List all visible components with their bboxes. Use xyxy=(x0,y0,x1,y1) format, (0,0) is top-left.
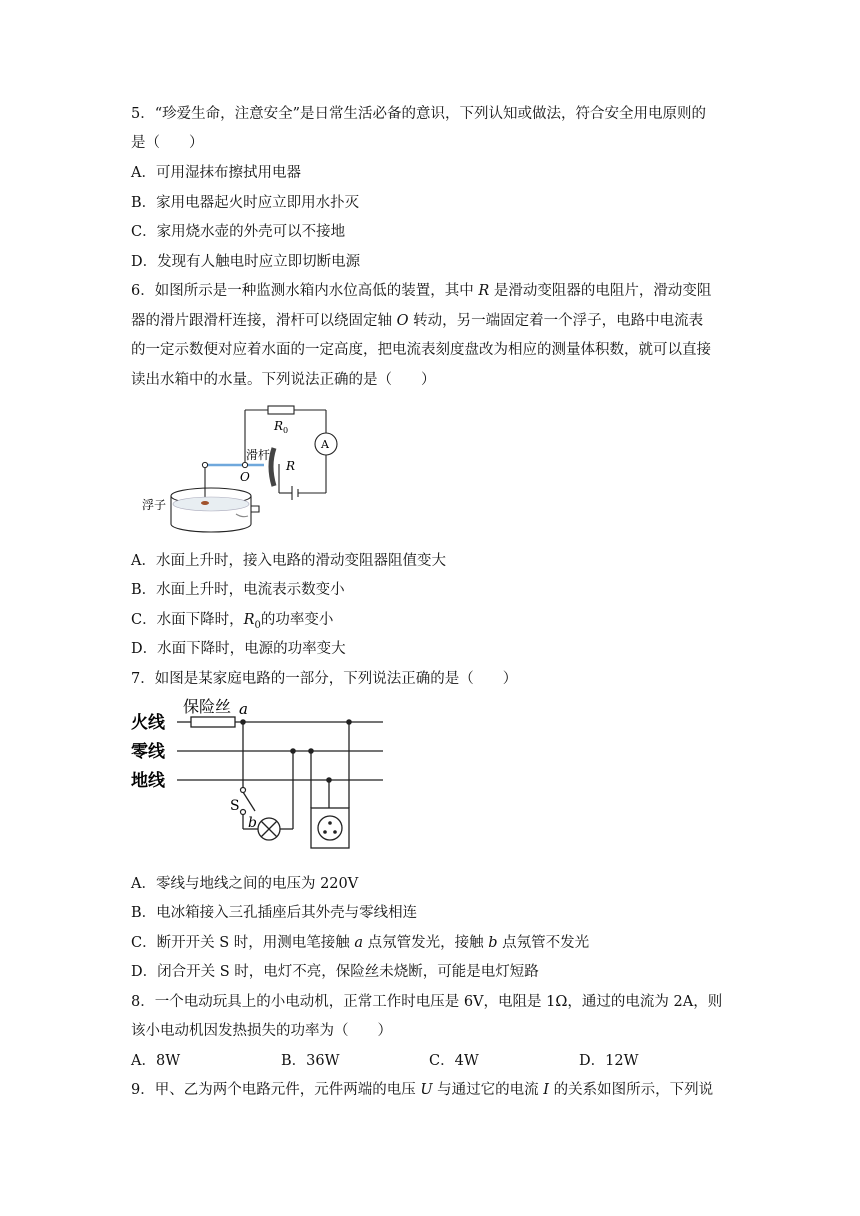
q6-option-b: B．水面上升时，电流表示数变小 xyxy=(131,582,345,598)
switch-icon xyxy=(241,788,246,793)
q6-stem-line4: 读出水箱中的水量。下列说法正确的是（ ） xyxy=(131,372,436,388)
fuse-icon xyxy=(191,717,235,727)
svg-text:R: R xyxy=(286,459,296,473)
q6-stem-line3: 的一定示数便对应着水面的一定高度，把电流表刻度盘改为相应的测量体积数，就可以直接 xyxy=(131,342,711,358)
q8-stem-line1: 8．一个电动玩具上的小电动机，正常工作时电压是 6V，电阻是 1Ω，通过的电流为 2A，则 xyxy=(131,994,723,1010)
q6-option-a: A．水面上升时，接入电路的滑动变阻器阻值变大 xyxy=(131,553,446,569)
q7-stem: 7．如图是某家庭电路的一部分，下列说法正确的是（ ） xyxy=(131,671,518,687)
household-circuit-figure xyxy=(131,697,391,857)
q9-stem-line1: 9．甲、乙为两个电路元件，元件两端的电压 U 与通过它的电流 I 的关系如图所示，下列说 xyxy=(131,1082,714,1098)
q5-option-c: C．家用烧水壶的外壳可以不接地 xyxy=(131,224,346,240)
float-icon xyxy=(201,501,209,505)
lamp-icon xyxy=(258,818,280,840)
q7-option-d: D．闭合开关 S 时，电灯不亮，保险丝未烧断，可能是电灯短路 xyxy=(131,964,539,980)
svg-text:R0: $R_0$ xyxy=(274,419,289,435)
q6-option-d: D．水面下降时，电源的功率变大 xyxy=(131,641,346,657)
q6-stem-line2: 器的滑片跟滑杆连接，滑杆可以绕固定轴 O 转动，另一端固定着一个浮子，电路中电流表 xyxy=(131,313,704,329)
svg-text:浮子: 浮子 xyxy=(142,498,167,512)
q7-option-a: A．零线与地线之间的电压为 220V xyxy=(131,876,359,892)
svg-text:零线: 零线 xyxy=(131,742,165,762)
svg-text:S: S xyxy=(230,798,240,814)
svg-text:a: a xyxy=(239,700,248,718)
q5-option-d: D．发现有人触电时应立即切断电源 xyxy=(131,254,361,270)
q8-option-b: B．36W xyxy=(281,1053,340,1069)
svg-text:地线: 地线 xyxy=(131,771,165,791)
q6-stem-line1: 6．如图所示是一种监测水箱内水位高低的装置，其中 R 是滑动变阻器的电阻片，滑动变阻 xyxy=(131,283,712,299)
q5-option-a: A．可用湿抹布擦拭用电器 xyxy=(131,165,301,181)
q6-option-c: C．水面下降时，$R_0$的功率变小 xyxy=(131,612,334,631)
pivot-point xyxy=(242,462,247,467)
svg-text:b: b xyxy=(248,815,257,831)
svg-text:保险丝: 保险丝 xyxy=(183,697,232,716)
q5-stem-line1: 5．“珍爱生命，注意安全”是日常生活必备的意识，下列认知或做法，符合安全用电原则的 xyxy=(131,106,707,122)
svg-text:滑杆: 滑杆 xyxy=(246,448,271,462)
q8-option-d: D．12W xyxy=(579,1053,639,1069)
water-tank-circuit-figure xyxy=(136,400,346,535)
q8-option-c: C．4W xyxy=(429,1053,479,1069)
q7-option-c: C．断开开关 S 时，用测电笔接触 a 点氖管发光，接触 b 点氖管不发光 xyxy=(131,935,590,951)
three-hole-socket-icon xyxy=(318,816,342,840)
svg-text:A: A xyxy=(321,438,329,451)
q8-option-a: A．8W xyxy=(131,1053,181,1069)
q7-option-b: B．电冰箱接入三孔插座后其外壳与零线相连 xyxy=(131,905,418,921)
q8-stem-line2: 该小电动机因发热损失的功率为（ ） xyxy=(131,1023,392,1039)
resistor-r xyxy=(271,448,274,486)
svg-text:火线: 火线 xyxy=(131,713,165,733)
q5-stem-line2: 是（ ） xyxy=(131,135,204,151)
q5-option-b: B．家用电器起火时应立即用水扑灭 xyxy=(131,195,360,211)
r0-resistor xyxy=(268,406,294,414)
svg-text:O: O xyxy=(240,470,250,484)
